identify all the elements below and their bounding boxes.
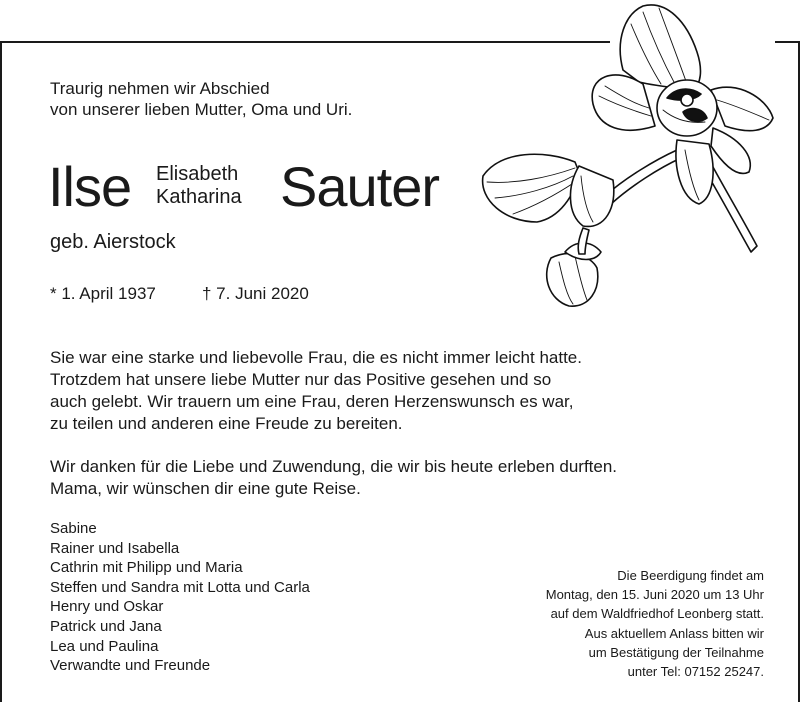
middle-name: Elisabeth — [156, 163, 239, 185]
orchid-icon — [455, 0, 780, 312]
funeral-line: Die Beerdigung findet am — [617, 568, 764, 583]
family-member: Patrick und Jana — [50, 617, 162, 635]
tribute-paragraph — [50, 347, 690, 435]
family-member: Rainer und Isabella — [50, 539, 180, 557]
funeral-line: unter Tel: 07152 25247. — [627, 664, 764, 680]
middle-names — [156, 163, 242, 209]
death-date: † 7. Juni 2020 — [202, 284, 309, 303]
first-name: Ilse — [48, 155, 132, 218]
paragraph-line: auch gelebt. Wir trauern um eine Frau, deren Herzenswunsch es war, — [50, 392, 574, 411]
family-member: Steffen und Sandra mit Lotta und Carla — [50, 578, 310, 596]
funeral-line: um Bestätigung der Teilnahme — [588, 644, 764, 660]
birth-date: * 1. April 1937 — [50, 284, 156, 303]
maiden-name: geb. Aierstock — [50, 231, 176, 253]
frame-left-border — [0, 41, 2, 702]
paragraph-line: zu teilen und anderen eine Freude zu bereiten. — [50, 414, 403, 433]
funeral-line: auf dem Waldfriedhof Leonberg statt. — [550, 606, 764, 622]
intro-line: Traurig nehmen wir Abschied — [50, 79, 270, 98]
last-name: Sauter — [280, 155, 439, 218]
paragraph-line: Sie war eine starke und liebevolle Frau, die es nicht immer leicht hatte. — [50, 348, 582, 367]
paragraph-line: Mama, wir wünschen dir eine gute Reise. — [50, 479, 361, 498]
middle-name: Katharina — [156, 186, 242, 208]
thanks-paragraph — [50, 456, 690, 500]
family-list — [50, 519, 310, 676]
family-member: Sabine — [50, 520, 97, 537]
family-member: Cathrin mit Philipp und Maria — [50, 559, 243, 577]
funeral-line: Montag, den 15. Juni 2020 um 13 Uhr — [545, 587, 764, 603]
paragraph-line: Trotzdem hat unsere liebe Mutter nur das Positive gesehen und so — [50, 370, 552, 389]
family-member: Henry und Oskar — [50, 598, 164, 616]
family-member: Verwandte und Freunde — [50, 657, 211, 675]
paragraph-line: Wir danken für die Liebe und Zuwendung, die wir bis heute erleben durften. — [50, 457, 618, 476]
intro-text — [50, 78, 352, 120]
intro-line: von unserer lieben Mutter, Oma und Uri. — [50, 100, 353, 119]
funeral-line: Aus aktuellem Anlass bitten wir — [584, 625, 764, 641]
family-member: Lea und Paulina — [50, 637, 159, 655]
funeral-notice — [490, 566, 764, 681]
